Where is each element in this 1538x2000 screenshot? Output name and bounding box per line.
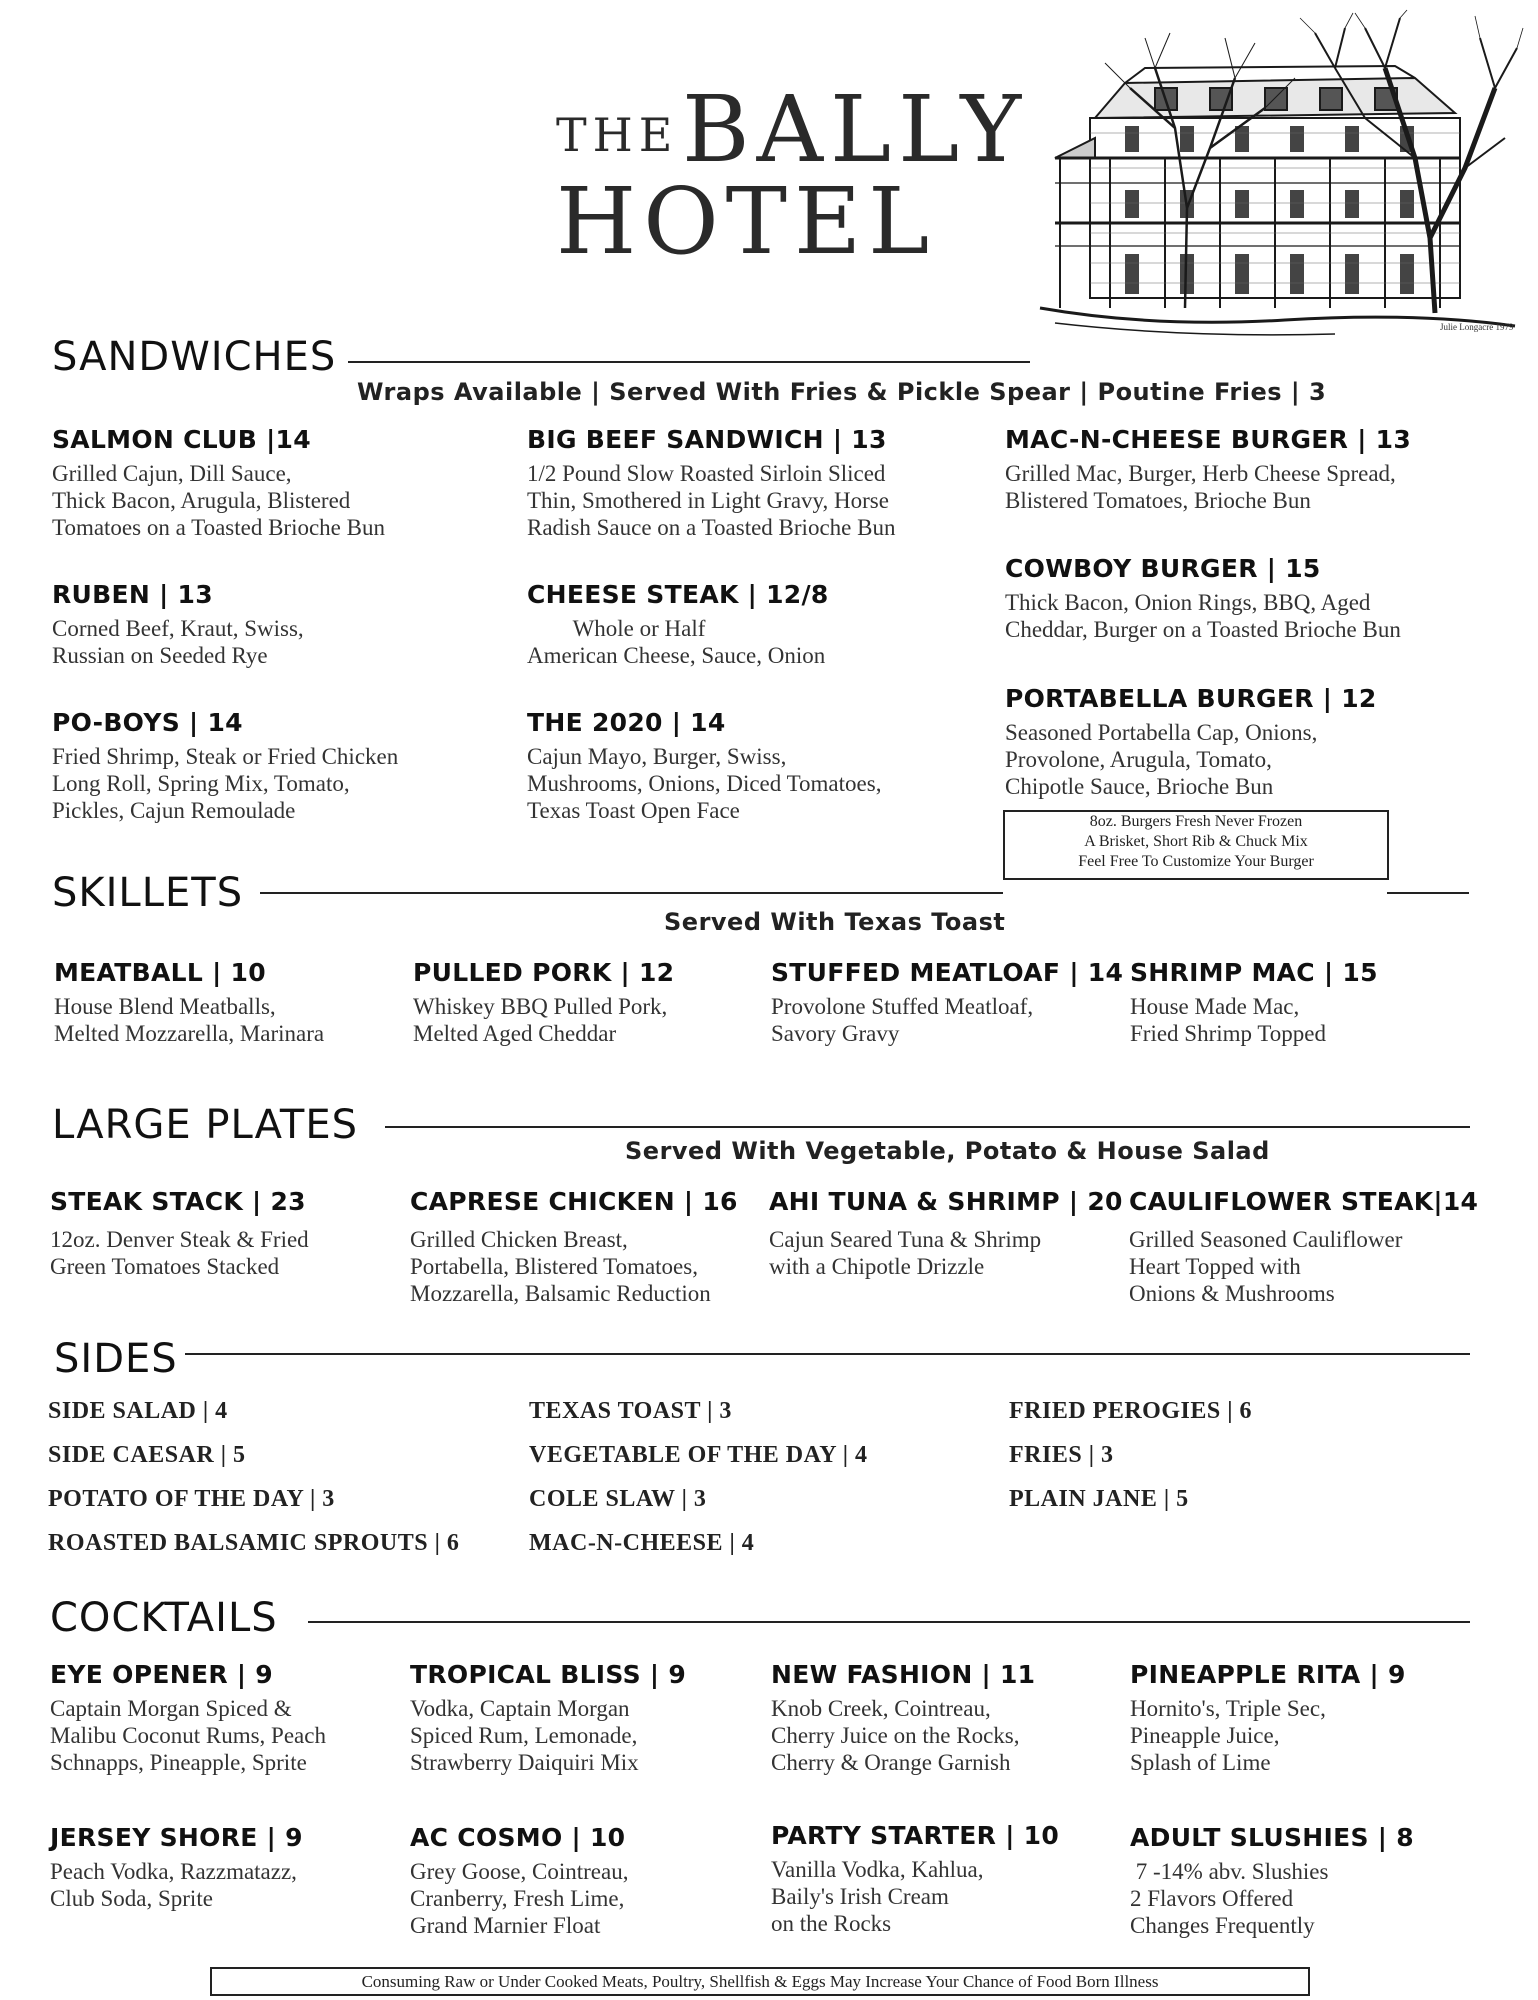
burger-note-line: A Brisket, Short Rib & Chuck Mix (1084, 833, 1308, 850)
logo-bally: BALLY (682, 76, 1029, 183)
item-description: Captain Morgan Spiced & Malibu Coconut Rums, Peach Schnapps, Pineapple, Sprite (50, 1696, 326, 1775)
food-safety-disclaimer: Consuming Raw or Under Cooked Meats, Poultry, Shellfish & Eggs May Increase Your Chance of Food Born Illness (210, 1967, 1310, 1996)
menu-item (527, 580, 829, 669)
menu-item (410, 1660, 686, 1776)
item-description: Vodka, Captain Morgan Spiced Rum, Lemonade, Strawberry Daiquiri Mix (410, 1696, 639, 1775)
section-divider (348, 361, 1030, 363)
menu-item (1005, 425, 1411, 514)
item-name: PULLED PORK | 12 (413, 958, 675, 987)
menu-item (771, 958, 1123, 1047)
menu-item (410, 1823, 628, 1939)
menu-item (50, 1660, 326, 1776)
item-name: THE 2020 | 14 (527, 708, 726, 737)
item-name: STEAK STACK | 23 (50, 1187, 306, 1216)
side-item: MAC-N-CHEESE | 4 (529, 1530, 755, 1556)
item-description: Cajun Mayo, Burger, Swiss, Mushrooms, Onions, Diced Tomatoes, Texas Toast Open Face (527, 744, 882, 823)
side-item: VEGETABLE OF THE DAY | 4 (529, 1442, 868, 1468)
menu-item (50, 1823, 303, 1912)
skillets-subtitle: Served With Texas Toast (664, 908, 1006, 936)
item-description: 1/2 Pound Slow Roasted Sirloin Sliced Thin, Smothered in Light Gravy, Horse Radish Sauce on a Toasted Brioche Bun (527, 461, 896, 540)
menu-item (771, 1821, 1059, 1937)
menu-item (410, 1187, 738, 1307)
item-description: Peach Vodka, Razzmatazz, Club Soda, Sprite (50, 1859, 297, 1911)
item-name: CHEESE STEAK | 12/8 (527, 580, 829, 609)
item-description: 7 -14% abv. Slushies 2 Flavors Offered Changes Frequently (1130, 1859, 1329, 1938)
burger-note-box (1003, 810, 1389, 880)
item-name: PARTY STARTER | 10 (771, 1821, 1060, 1850)
side-item: COLE SLAW | 3 (529, 1486, 707, 1512)
section-divider (260, 892, 1003, 894)
item-name: PO-BOYS | 14 (52, 708, 243, 737)
logo-the: THE (556, 108, 679, 162)
menu-item (769, 1187, 1123, 1280)
menu-item (52, 580, 304, 669)
item-name: SHRIMP MAC | 15 (1130, 958, 1378, 987)
menu-item (1005, 684, 1377, 800)
item-name: CAPRESE CHICKEN | 16 (410, 1187, 738, 1216)
item-description: Provolone Stuffed Meatloaf, Savory Gravy (771, 994, 1034, 1046)
item-name: NEW FASHION | 11 (771, 1660, 1036, 1689)
menu-item (771, 1660, 1035, 1776)
item-name: TROPICAL BLISS | 9 (410, 1660, 687, 1689)
side-item: SIDE CAESAR | 5 (48, 1442, 246, 1468)
item-description: 12oz. Denver Steak & Fried Green Tomatoes Stacked (50, 1227, 309, 1279)
side-item: FRIED PEROGIES | 6 (1009, 1398, 1252, 1424)
item-description: Whiskey BBQ Pulled Pork, Melted Aged Cheddar (413, 994, 668, 1046)
section-title-skillets: SKILLETS (52, 870, 244, 916)
large-plates-subtitle: Served With Vegetable, Potato & House Salad (625, 1137, 1270, 1165)
item-name: MEATBALL | 10 (54, 958, 266, 987)
menu-item (1130, 958, 1378, 1047)
logo-hotel: HOTEL (556, 168, 937, 275)
item-name: BIG BEEF SANDWICH | 13 (527, 425, 887, 454)
artist-signature: Julie Longacre 1979 (1440, 322, 1514, 332)
menu-item (54, 958, 324, 1047)
menu-item (413, 958, 674, 1047)
menu-item (52, 425, 385, 541)
item-description: Vanilla Vodka, Kahlua, Baily's Irish Cream on the Rocks (771, 1857, 984, 1936)
item-description: Knob Creek, Cointreau, Cherry Juice on the Rocks, Cherry & Orange Garnish (771, 1696, 1020, 1775)
item-description: Seasoned Portabella Cap, Onions, Provolone, Arugula, Tomato, Chipotle Sauce, Brioche Bun (1005, 720, 1318, 799)
menu-item (1130, 1823, 1414, 1939)
item-name: COWBOY BURGER | 15 (1005, 554, 1321, 583)
item-description: Grilled Mac, Burger, Herb Cheese Spread, Blistered Tomatoes, Brioche Bun (1005, 461, 1396, 513)
item-name: CAULIFLOWER STEAK|14 (1129, 1187, 1479, 1216)
item-name: AHI TUNA & SHRIMP | 20 (769, 1187, 1123, 1216)
item-description: Grilled Cajun, Dill Sauce, Thick Bacon, Arugula, Blistered Tomatoes on a Toasted Brioche Bun (52, 461, 385, 540)
item-description: Hornito's, Triple Sec, Pineapple Juice, Splash of Lime (1130, 1696, 1326, 1775)
side-item: SIDE SALAD | 4 (48, 1398, 228, 1424)
item-description: Whole or Half American Cheese, Sauce, Onion (527, 616, 826, 668)
item-name: SALMON CLUB |14 (52, 425, 311, 454)
side-item: FRIES | 3 (1009, 1442, 1114, 1468)
item-description: Cajun Seared Tuna & Shrimp with a Chipotle Drizzle (769, 1227, 1042, 1279)
menu-item (527, 425, 895, 541)
section-title-sides: SIDES (54, 1336, 178, 1382)
item-description: Grilled Seasoned Cauliflower Heart Topped with Onions & Mushrooms (1129, 1227, 1403, 1306)
side-item: ROASTED BALSAMIC SPROUTS | 6 (48, 1530, 460, 1556)
side-item: PLAIN JANE | 5 (1009, 1486, 1189, 1512)
item-name: STUFFED MEATLOAF | 14 (771, 958, 1124, 987)
menu-item (1130, 1660, 1406, 1776)
item-description: Grilled Chicken Breast, Portabella, Blistered Tomatoes, Mozzarella, Balsamic Reduction (410, 1227, 711, 1306)
item-description: Grey Goose, Cointreau, Cranberry, Fresh Lime, Grand Marnier Float (410, 1859, 629, 1938)
menu-item (50, 1187, 309, 1280)
section-divider (308, 1621, 1470, 1623)
item-name: ADULT SLUSHIES | 8 (1130, 1823, 1414, 1852)
section-divider (385, 1126, 1470, 1128)
item-name: MAC-N-CHEESE BURGER | 13 (1005, 425, 1412, 454)
item-name: EYE OPENER | 9 (50, 1660, 273, 1689)
item-description: Thick Bacon, Onion Rings, BBQ, Aged Cheddar, Burger on a Toasted Brioche Bun (1005, 590, 1401, 642)
item-description: House Made Mac, Fried Shrimp Topped (1130, 994, 1327, 1046)
section-divider (1387, 892, 1469, 894)
menu-item (1005, 554, 1401, 643)
item-description: Fried Shrimp, Steak or Fried Chicken Long Roll, Spring Mix, Tomato, Pickles, Cajun Remoulade (52, 744, 399, 823)
section-title-large-plates: LARGE PLATES (52, 1102, 359, 1148)
sandwiches-subtitle: Wraps Available | Served With Fries & Pickle Spear | Poutine Fries | 3 (357, 378, 1327, 406)
item-name: JERSEY SHORE | 9 (50, 1823, 303, 1852)
item-description: House Blend Meatballs, Melted Mozzarella, Marinara (54, 994, 325, 1046)
menu-item (1129, 1187, 1478, 1307)
side-item: TEXAS TOAST | 3 (529, 1398, 732, 1424)
item-name: PINEAPPLE RITA | 9 (1130, 1660, 1406, 1689)
section-divider (185, 1353, 1470, 1355)
burger-note-line: Feel Free To Customize Your Burger (1078, 853, 1314, 870)
item-name: RUBEN | 13 (52, 580, 213, 609)
burger-note-line: 8oz. Burgers Fresh Never Frozen (1089, 813, 1303, 830)
item-name: PORTABELLA BURGER | 12 (1005, 684, 1377, 713)
menu-item (52, 708, 398, 824)
side-item: POTATO OF THE DAY | 3 (48, 1486, 335, 1512)
item-description: Corned Beef, Kraut, Swiss, Russian on Seeded Rye (52, 616, 304, 668)
item-name: AC COSMO | 10 (410, 1823, 626, 1852)
hotel-illustration (1035, 8, 1525, 348)
menu-item (527, 708, 881, 824)
section-title-sandwiches: SANDWICHES (52, 334, 337, 380)
section-title-cocktails: COCKTAILS (50, 1595, 278, 1641)
